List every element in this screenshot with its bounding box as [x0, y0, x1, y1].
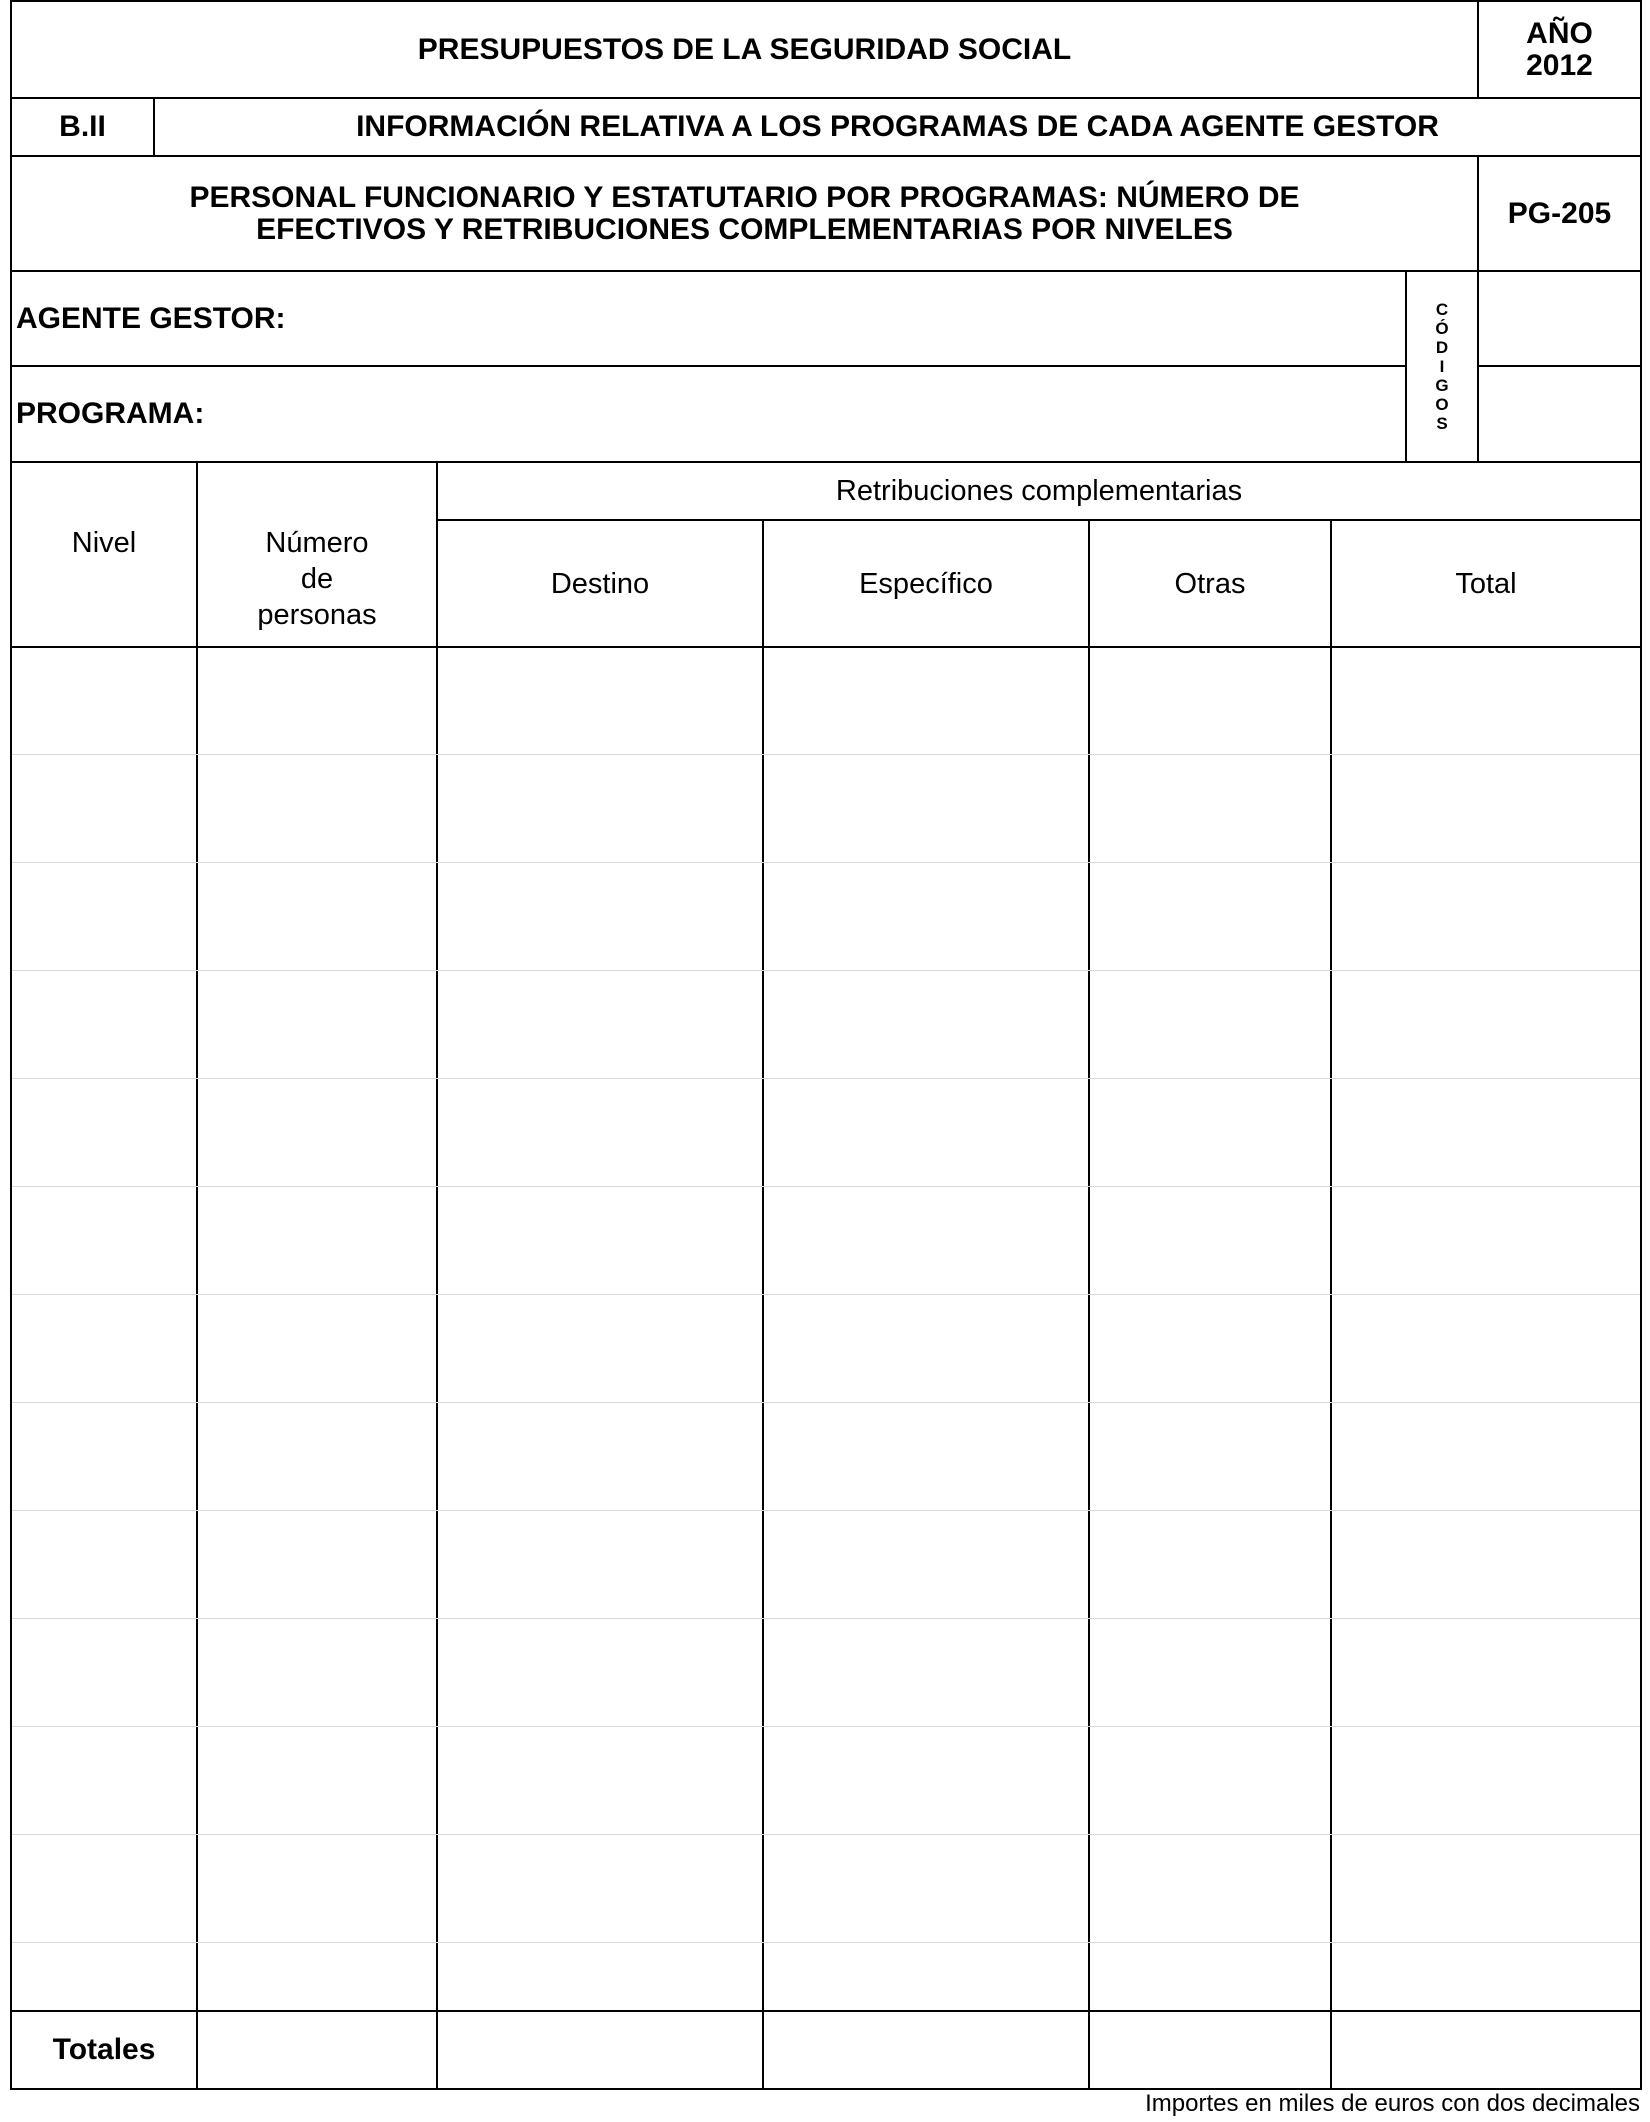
codigos-letter: C: [1435, 300, 1449, 319]
year-cell: [1477, 0, 1642, 99]
form-code: PG-205: [1507, 196, 1612, 230]
totals-total-cell[interactable]: [1330, 2010, 1642, 2090]
row-guide: [12, 1186, 1640, 1187]
form-title-line2: EFECTIVOS Y RETRIBUCIONES COMPLEMENTARIAS POR NIVELES: [256, 212, 1233, 246]
header-title-cell: [10, 0, 1479, 99]
codigos-letter: O: [1435, 395, 1449, 414]
row-guide: [12, 862, 1640, 863]
programa-label: PROGRAMA:: [16, 397, 205, 430]
section-title-cell: [153, 97, 1642, 157]
col-numero-line1: Número: [265, 527, 369, 559]
totals-destino-cell[interactable]: [436, 2010, 764, 2090]
year-label: AÑO: [1526, 16, 1593, 50]
col-group-retribuciones: [436, 461, 1642, 521]
codigos-vertical-label: [1405, 270, 1479, 463]
form-title-line1: PERSONAL FUNCIONARIO Y ESTATUTARIO POR PROGRAMAS: NÚMERO DE: [189, 180, 1300, 214]
row-guide: [12, 1294, 1640, 1295]
row-guide: [12, 1942, 1640, 1943]
form-code-cell: [1477, 155, 1642, 272]
row-guide: [12, 1618, 1640, 1619]
row-guide: [12, 1402, 1640, 1403]
totals-numero-cell[interactable]: [196, 2010, 438, 2090]
col-otras-label: Otras: [1174, 567, 1246, 600]
col-header-especifico: [762, 519, 1090, 648]
section-title: INFORMACIÓN RELATIVA A LOS PROGRAMAS DE CADA AGENTE GESTOR: [356, 110, 1439, 143]
col-nivel-label: Nivel: [71, 527, 137, 559]
footnote: Importes en miles de euros con dos decimales: [1145, 2090, 1640, 2117]
agente-gestor-field[interactable]: [10, 270, 1407, 367]
col-header-total: [1330, 519, 1642, 648]
codigos-letter: Ó: [1435, 319, 1449, 338]
table-body: [10, 646, 1642, 2012]
programa-field[interactable]: [10, 365, 1407, 463]
section-code: B.II: [59, 110, 106, 143]
col-divider: [1330, 646, 1332, 2012]
totals-especifico-cell[interactable]: [762, 2010, 1090, 2090]
col-divider: [196, 646, 198, 2012]
row-guide: [12, 754, 1640, 755]
totals-otras-cell[interactable]: [1088, 2010, 1332, 2090]
row-guide: [12, 1078, 1640, 1079]
col-header-nivel: [10, 461, 198, 648]
col-header-destino: [436, 519, 764, 648]
col-header-numero: [196, 461, 438, 648]
group-retribuciones-label: Retribuciones complementarias: [835, 475, 1243, 507]
col-divider: [762, 646, 764, 2012]
col-divider: [1088, 646, 1090, 2012]
row-guide: [12, 970, 1640, 971]
totals-label: Totales: [52, 2033, 156, 2066]
row-guide: [12, 1726, 1640, 1727]
section-code-cell: [10, 97, 155, 157]
codigos-letter: S: [1436, 414, 1448, 433]
codigos-letter: G: [1435, 376, 1449, 395]
row-guide: [12, 1834, 1640, 1835]
agente-gestor-code-field[interactable]: [1477, 270, 1642, 367]
agente-gestor-label: AGENTE GESTOR:: [16, 301, 286, 335]
col-numero-line2: de: [300, 563, 334, 595]
col-numero-line3: personas: [257, 599, 377, 631]
col-header-otras: [1088, 519, 1332, 648]
page-title: PRESUPUESTOS DE LA SEGURIDAD SOCIAL: [417, 32, 1072, 66]
year-value: 2012: [1526, 48, 1593, 82]
col-especifico-label: Específico: [859, 567, 993, 600]
codigos-letter: D: [1435, 338, 1449, 357]
programa-code-field[interactable]: [1477, 365, 1642, 463]
col-destino-label: Destino: [550, 567, 650, 600]
row-guide: [12, 1510, 1640, 1511]
codigos-letter: I: [1439, 357, 1445, 376]
totals-label-cell: [10, 2010, 198, 2090]
col-total-label: Total: [1455, 567, 1517, 600]
col-divider: [436, 646, 438, 2012]
form-title-cell: [10, 155, 1479, 272]
